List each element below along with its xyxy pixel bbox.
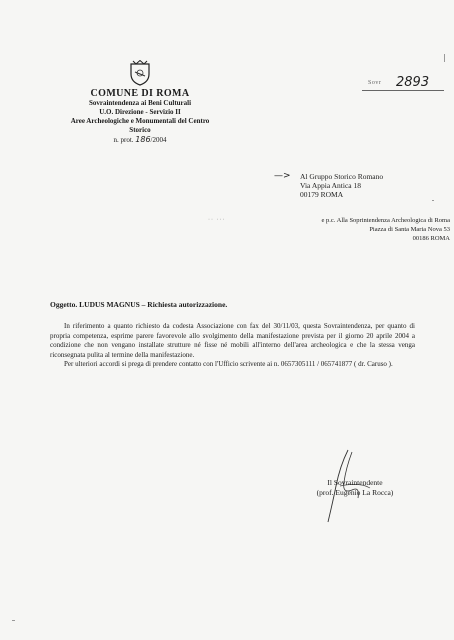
stamp-handwritten-number: 2893 (396, 75, 430, 90)
rome-crest-icon (129, 60, 151, 86)
protocol-year: /2004 (150, 136, 167, 144)
department-line-4: Storico (129, 126, 151, 134)
addressee-city: 00179 ROMA (300, 190, 344, 199)
signatory-name: (prof. Eugenio La Rocca) (316, 487, 394, 497)
scan-mark (444, 54, 445, 62)
department-line-2: U.O. Direzione - Servizio II (99, 108, 181, 116)
stamp-underline (362, 90, 444, 91)
addressee-block (274, 171, 440, 199)
letterhead (50, 60, 230, 145)
letter-subject: Oggetto. LUDUS MAGNUS – Richiesta autorizzazione. (50, 300, 228, 309)
signatory-role: Il Sovraintendente (327, 478, 383, 487)
cc-city: 00186 ROMA (412, 235, 450, 242)
cc-block (208, 216, 450, 243)
protocol-label: n. prot. (113, 136, 134, 144)
addressee-street: Via Appia Antica 18 (300, 181, 361, 190)
municipality-title: COMUNE DI ROMA (90, 88, 190, 99)
addressee-name: Al Gruppo Storico Romano (300, 172, 384, 181)
cc-street: Piazza di Santa Maria Nova 53 (369, 226, 450, 233)
department-line-3: Aree Archeologiche e Monumentali del Centro (70, 117, 210, 125)
cc-recipient: e p.c. Alla Soprintendenza Archeologica di Roma (321, 217, 450, 224)
letter-body (50, 322, 415, 370)
signature-block (300, 478, 410, 497)
protocol-number (50, 135, 230, 145)
scan-mark (432, 200, 434, 201)
body-paragraph-1: In riferimento a quanto richiesto da codesta Associazione con fax del 30/11/03, questa Sovraintendenza, per quanto di propria competenza, esprime parere favorevole allo svolgimento della manifestazione prevista per il giorno 20 aprile 2004 a condizione che non vengano installate strutture né fisse né mobili all'interno dell'area archeologica e che la stessa venga riconsegnata pulita al termine della manifestazione. (50, 322, 415, 359)
dotted-line-icon: ·· ··· (208, 217, 226, 223)
protocol-handwritten-number: 186 (135, 135, 151, 144)
department-line-1: Sovraintendenza ai Beni Culturali (88, 99, 192, 107)
registry-stamp (362, 74, 446, 96)
arrow-icon: —> (274, 171, 291, 181)
stamp-text: Sovr (368, 80, 382, 86)
body-paragraph-2: Per ulteriori accordi si prega di prendere contatto con l'Ufficio scrivente ai n. 0657305111 / 065741877 ( dr. Caruso ). (64, 360, 393, 368)
scan-mark (12, 620, 15, 621)
